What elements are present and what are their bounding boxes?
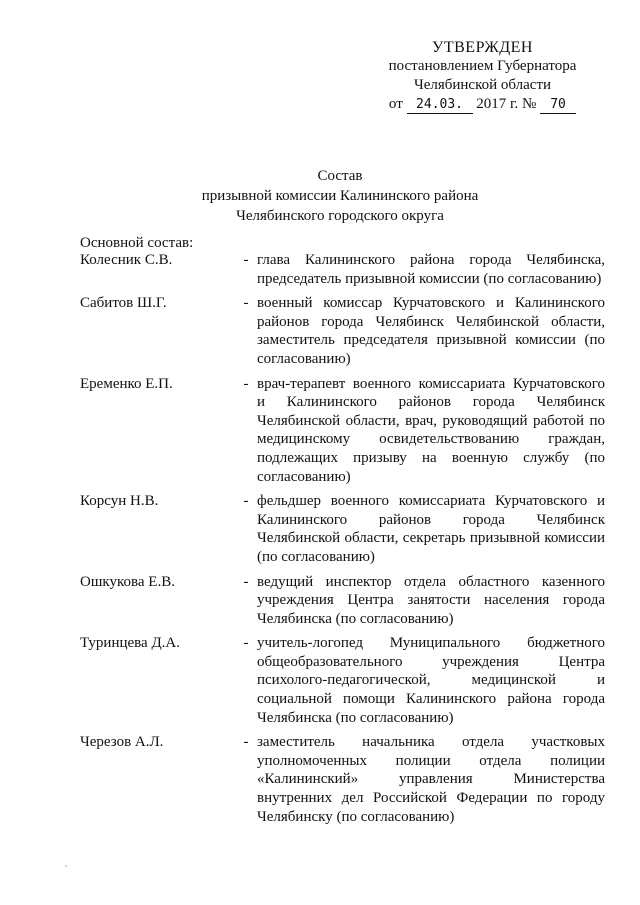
member-dash: - — [243, 493, 249, 510]
section-label: Основной состав: — [80, 235, 194, 251]
approval-date-line — [380, 95, 585, 114]
member-name: Ошкукова Е.В. — [80, 573, 175, 590]
decree-date: 24.03. — [407, 97, 473, 114]
member-dash: - — [243, 635, 249, 652]
member-description: учитель-логопед Муниципального бюджетного общеобразовательного учреждения Центра психолого-педагогической, медицинской и социальной помощи Калининского района города Челябинска (по согласованию) — [257, 635, 605, 726]
member-dash: - — [243, 573, 249, 590]
member-dash: - — [243, 295, 249, 312]
member-dash: - — [243, 375, 249, 392]
member-description: ведущий инспектор отдела областного казенного учреждения Центра занятости населения города Челябинска (по согласованию) — [257, 573, 605, 627]
member-row — [80, 375, 605, 487]
member-list — [80, 251, 605, 832]
decree-number: 70 — [540, 97, 576, 114]
member-name: Туринцева Д.А. — [80, 635, 181, 652]
member-name: Черезов А.Л. — [80, 734, 164, 751]
approval-line-1: постановлением Губернатора — [388, 58, 577, 74]
member-row — [80, 492, 605, 566]
member-description: военный комиссар Курчатовского и Калининского районов города Челябинск Челябинской области, заместитель председателя призывной комиссии (по согласованию) — [257, 295, 605, 367]
scan-mark — [65, 865, 67, 867]
date-prefix: от — [388, 96, 403, 112]
document-title — [80, 166, 600, 226]
approval-block — [380, 38, 585, 114]
approval-title: УТВЕРЖДЕН — [432, 39, 533, 56]
title-line-3: Челябинского городского округа — [236, 208, 444, 224]
member-description: глава Калининского района города Челябинска, председатель призывной комиссии (по согласованию) — [257, 252, 605, 287]
member-name: Колесник С.В. — [80, 252, 173, 268]
member-description: фельдшер военного комиссариата Курчатовского и Калининского районов города Челябинск Челябинской области, секретарь призывной комиссии (по согласованию) — [257, 493, 605, 565]
title-line-2: призывной комиссии Калининского района — [201, 188, 479, 204]
member-row — [80, 251, 605, 288]
member-description: врач-терапевт военного комиссариата Курчатовского и Калининского районов города Челябинск Челябинской области, врач, руководящий работой по медицинскому освидетельствованию граждан, подлежащих призыву на военную службу (по согласованию) — [257, 375, 605, 485]
member-row — [80, 294, 605, 368]
member-name: Корсун Н.В. — [80, 493, 159, 510]
approval-line-2: Челябинской области — [413, 77, 552, 93]
member-dash: - — [243, 734, 249, 751]
member-description: заместитель начальника отдела участковых уполномоченных полиции отдела полиции «Калининский» управления Министерства внутренних дел Российской Федерации по городу Челябинску (по согласованию) — [257, 734, 605, 825]
title-line-1: Состав — [317, 168, 363, 184]
member-dash: - — [243, 252, 249, 268]
member-name: Сабитов Ш.Г. — [80, 295, 167, 312]
decree-year-label: 2017 г. № — [476, 96, 537, 112]
member-name: Еременко Е.П. — [80, 375, 173, 392]
member-row — [80, 573, 605, 629]
member-row — [80, 733, 605, 826]
member-row — [80, 634, 605, 727]
